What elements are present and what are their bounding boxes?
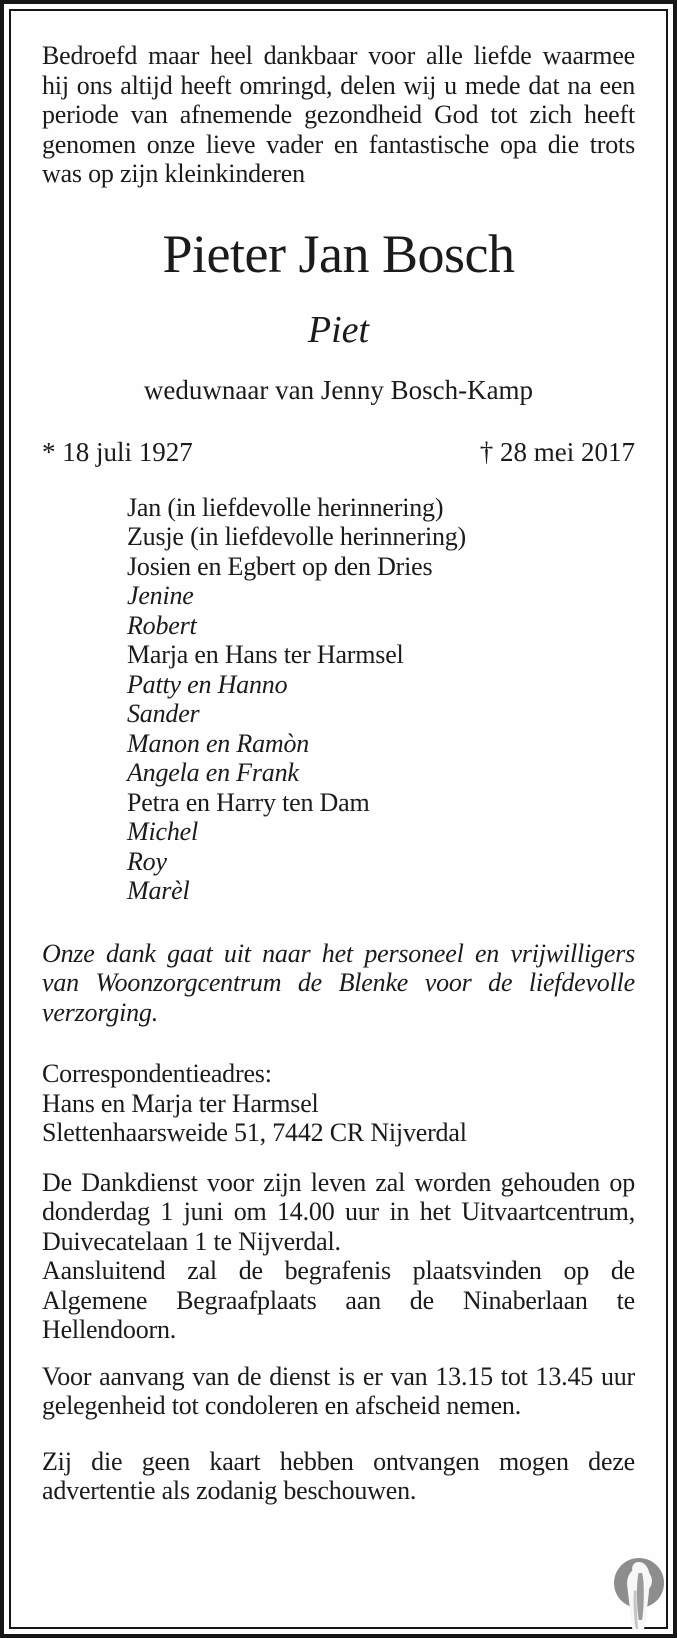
inner-border-frame — [9, 9, 668, 1629]
service-paragraph: De Dankdienst voor zijn leven zal worden gehouden op donderdag 1 juni om 14.00 uur in het Uitvaartcentrum, Duivecatelaan 1 te Nijverdal. — [42, 1167, 635, 1256]
family-member: Jenine — [127, 581, 194, 610]
family-member: Manon en Ramòn — [127, 728, 310, 758]
burial-paragraph: Aansluitend zal de begrafenis plaatsvinden op de Algemene Begraafplaats aan de Ninaberlaan te Hellendoorn. — [42, 1256, 635, 1344]
family-member: Marèl — [127, 876, 190, 905]
condolence-paragraph: Voor aanvang van de dienst is er van 13.15 tot 13.45 uur gelegenheid tot condoleren en afscheid nemen. — [42, 1361, 635, 1420]
family-list — [127, 493, 635, 906]
intro-paragraph: Bedroefd maar heel dankbaar voor alle liefde waarmee hij ons altijd heeft omringd, delen wij u mede dat na een periode van afnemende gezondheid God tot zich heeft genomen onze lieve vader en fantastische opa die trots was op zijn kleinkinderen — [42, 41, 635, 188]
family-member: Marja en Hans ter Harmsel — [127, 640, 404, 669]
family-member: Roy — [127, 846, 167, 876]
family-member: Petra en Harry ten Dam — [127, 787, 370, 817]
family-member: Zusje (in liefdevolle herinnering) — [127, 522, 467, 551]
family-member: Angela en Frank — [127, 758, 299, 787]
service-block — [42, 1168, 635, 1345]
thanks-paragraph: Onze dank gaat uit naar het personeel en vrijwilligers van Woonzorgcentrum de Blenke voor de liefdevolle verzorging. — [42, 938, 635, 1027]
birth-date: * 18 juli 1927 — [42, 436, 193, 467]
family-member: Michel — [127, 817, 198, 846]
family-member: Robert — [127, 610, 197, 640]
embracing-figures-icon — [612, 1557, 666, 1631]
correspondence-block — [42, 1059, 635, 1148]
family-member: Sander — [127, 699, 200, 728]
card-note-paragraph: Zij die geen kaart hebben ontvangen mogen deze advertentie als zodanig beschouwen. — [42, 1446, 635, 1505]
funeral-home-logo — [612, 1557, 666, 1631]
death-date: † 28 mei 2017 — [479, 436, 635, 467]
nickname: Piet — [307, 308, 370, 351]
correspondence-address: Slettenhaarsweide 51, 7442 CR Nijverdal — [42, 1118, 467, 1147]
relation-line: weduwnaar van Jenny Bosch-Kamp — [143, 374, 534, 405]
family-member: Jan (in liefdevolle herinnering) — [127, 492, 444, 522]
family-member: Patty en Hanno — [127, 669, 288, 699]
deceased-name: Pieter Jan Bosch — [162, 223, 515, 284]
correspondence-label: Correspondentieadres: — [42, 1059, 272, 1088]
dates-row — [42, 437, 635, 467]
correspondence-name: Hans en Marja ter Harmsel — [42, 1088, 319, 1118]
family-member: Josien en Egbert op den Dries — [127, 551, 433, 581]
